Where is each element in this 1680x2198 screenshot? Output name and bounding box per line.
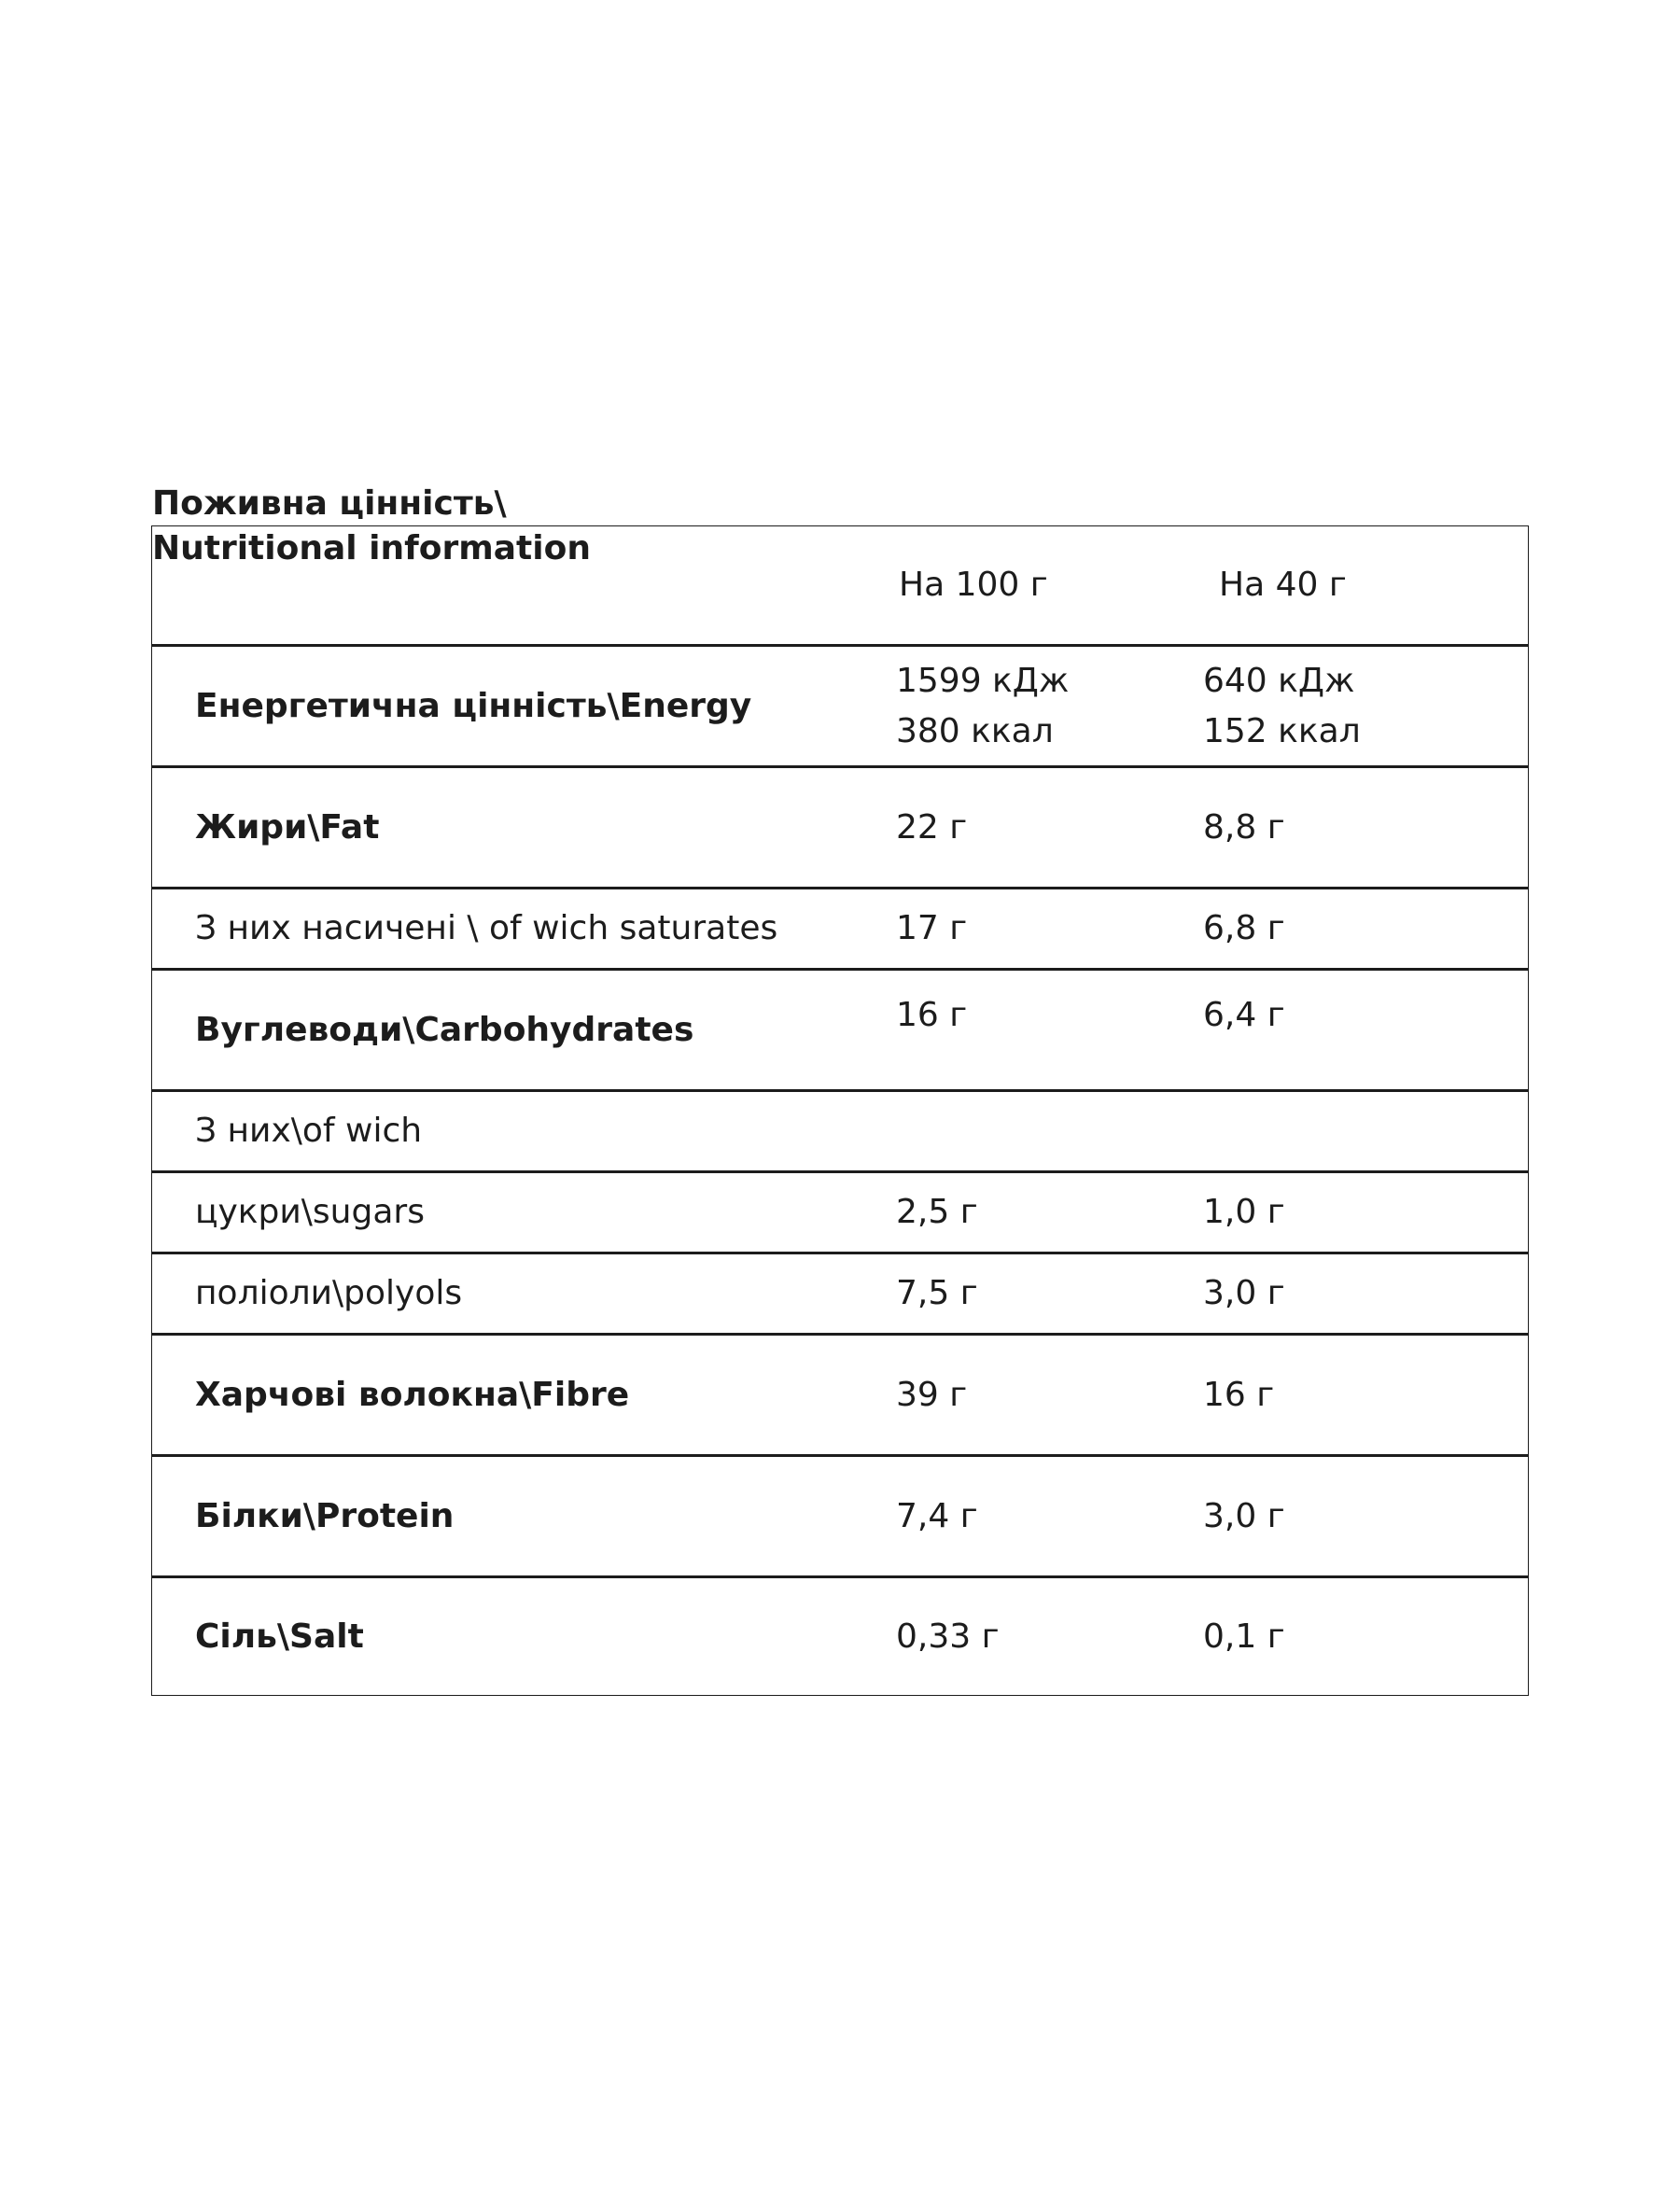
- row-value-100g: 16 г: [896, 996, 968, 1034]
- row-value-40g: 6,8 г: [1203, 909, 1285, 947]
- table-row-polyols: [152, 1254, 1528, 1336]
- header-col-40g: На 40 г: [1219, 566, 1347, 604]
- header-title-line2: Nutritional information: [152, 529, 591, 567]
- row-value-100g: 0,33 г: [896, 1617, 1000, 1656]
- energy-kcal-100g: 380 ккал: [896, 711, 1054, 750]
- row-value-100g: 2,5 г: [896, 1193, 978, 1231]
- row-label: Харчові волокна\Fibre: [195, 1375, 630, 1414]
- header-title: [152, 482, 1528, 571]
- row-label: Вуглеводи\Carbohydrates: [195, 1010, 694, 1049]
- row-value-40g: 6,4 г: [1203, 996, 1285, 1034]
- table-row-energy: [152, 647, 1528, 768]
- table-row-salt: [152, 1578, 1528, 1695]
- row-value-100g: [896, 656, 1069, 757]
- header-title-line1: Поживна цінність\: [152, 484, 507, 523]
- row-value-100g: 22 г: [896, 807, 968, 847]
- row-label: Енергетична цінність\Energy: [195, 686, 752, 725]
- row-value-40g: 3,0 г: [1203, 1274, 1285, 1312]
- row-value-100g: 17 г: [896, 909, 968, 947]
- row-label: З них\of wich: [195, 1112, 423, 1150]
- table-row-sugars: [152, 1173, 1528, 1254]
- table-row-fibre: [152, 1336, 1528, 1457]
- energy-kj-100g: 1599 кДж: [896, 661, 1070, 700]
- row-label: З них насичені \ of wich saturates: [195, 909, 778, 947]
- row-value-40g: 3,0 г: [1203, 1496, 1285, 1535]
- row-label: Жири\Fat: [195, 807, 380, 847]
- row-value-100g: 7,4 г: [896, 1496, 978, 1535]
- row-label: Білки\Protein: [195, 1496, 455, 1535]
- nutrition-table: [151, 484, 1529, 1696]
- row-label: Сіль\Salt: [195, 1617, 364, 1656]
- row-value-40g: 0,1 г: [1203, 1617, 1285, 1656]
- header-col-100g: На 100 г: [899, 566, 1048, 604]
- row-value-100g: 39 г: [896, 1375, 968, 1414]
- row-label: поліоли\polyols: [195, 1274, 463, 1312]
- row-value-40g: [1203, 656, 1361, 757]
- table-row-saturates: [152, 889, 1528, 971]
- energy-kj-40g: 640 кДж: [1203, 661, 1355, 700]
- row-label: цукри\sugars: [195, 1193, 425, 1231]
- row-value-40g: 8,8 г: [1203, 807, 1285, 847]
- table-header-row: [152, 484, 1528, 647]
- row-value-40g: 16 г: [1203, 1375, 1275, 1414]
- table-row-fat: [152, 768, 1528, 889]
- table-row-carbohydrates: [152, 971, 1528, 1092]
- table-row-protein: [152, 1457, 1528, 1578]
- energy-kcal-40g: 152 ккал: [1203, 711, 1361, 750]
- row-value-100g: 7,5 г: [896, 1274, 978, 1312]
- row-value-40g: 1,0 г: [1203, 1193, 1285, 1231]
- table-row-of-which: [152, 1092, 1528, 1173]
